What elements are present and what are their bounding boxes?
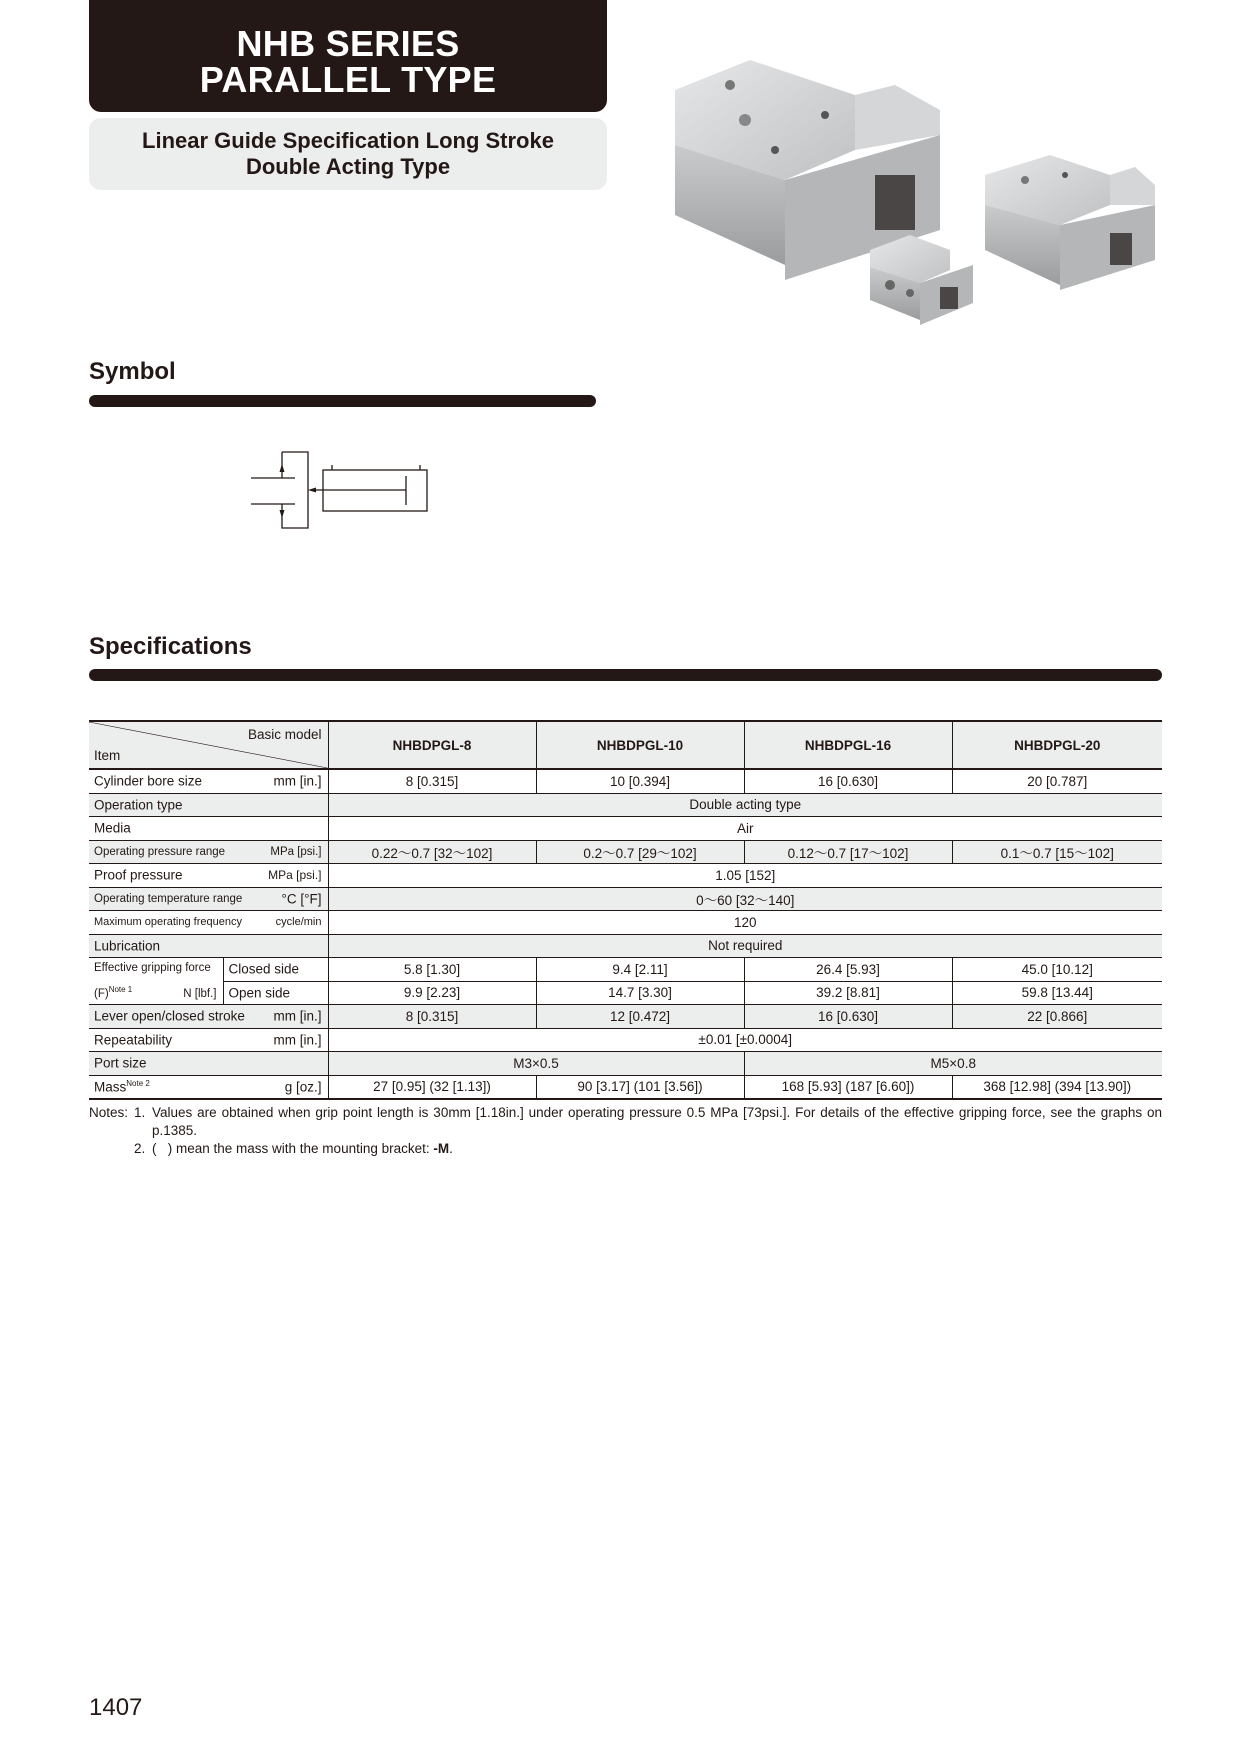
note-option-code: -M (433, 1141, 450, 1156)
table-cell: 1.05 [152] (328, 864, 1162, 888)
row-label-text: Lubrication (94, 938, 161, 954)
table-cell: 14.7 [3.30] (536, 981, 744, 1005)
series-title-line1: NHB SERIES (236, 23, 460, 64)
table-cell: 0.1～0.7 [15～102] (952, 840, 1162, 864)
table-cell: 9.4 [2.11] (536, 958, 744, 982)
model-header: NHBDPGL-10 (536, 721, 744, 769)
note-text-part: . (449, 1141, 453, 1156)
table-cell: 168 [5.93] (187 [6.60]) (744, 1075, 952, 1099)
table-row-operation-type (89, 793, 1162, 817)
specifications-section-divider (89, 669, 1162, 681)
note-number: 1. (134, 1105, 146, 1120)
note-1 (89, 1104, 1162, 1140)
row-unit: cycle/min (275, 916, 322, 929)
table-header-row (89, 721, 1162, 769)
table-cell: 0.2～0.7 [29～102] (536, 840, 744, 864)
note-number: 2. (134, 1141, 146, 1156)
table-cell: 10 [0.394] (536, 769, 744, 793)
table-cell: 8 [0.315] (328, 1005, 536, 1029)
row-label-text: Proof pressure (94, 867, 183, 883)
note-text (152, 1140, 1162, 1158)
symbol-jaw-outline (282, 452, 308, 528)
row-unit: mm [in.] (273, 1008, 322, 1024)
table-cell: 8 [0.315] (328, 769, 536, 793)
row-label (89, 1052, 328, 1076)
item-label: Item (94, 748, 121, 763)
model-header: NHBDPGL-16 (744, 721, 952, 769)
row-unit: MPa [psi.] (268, 868, 322, 883)
row-label-sub (94, 985, 133, 1000)
notes-block (89, 1104, 1162, 1158)
table-row-media (89, 817, 1162, 841)
symbol-down-arrow-icon (280, 510, 285, 518)
row-label-text (94, 1079, 150, 1094)
note-ref: Note 1 (108, 985, 133, 995)
note-2 (89, 1140, 1162, 1158)
table-cell: 59.8 [13.44] (952, 981, 1162, 1005)
row-label-text: Operating temperature range (94, 892, 243, 905)
table-cell: 12 [0.472] (536, 1005, 744, 1029)
table-row-proof-pressure (89, 864, 1162, 888)
row-unit: N [lbf.] (183, 988, 217, 1000)
row-unit: g [oz.] (284, 1079, 322, 1095)
note-text-part: ( ) mean the mass with the mounting bracket: (152, 1141, 434, 1156)
row-label-text: Effective gripping force (94, 962, 211, 974)
row-unit: °C [°F] (281, 891, 322, 907)
table-cell: Double acting type (328, 793, 1162, 817)
subtitle-line1: Linear Guide Specification Long Stroke (142, 128, 554, 153)
row-label (89, 864, 328, 888)
row-label-text: Operating pressure range (94, 845, 226, 858)
row-label-text: Cylinder bore size (94, 773, 203, 789)
table-cell: 90 [3.17] (101 [3.56]) (536, 1075, 744, 1099)
table-row-repeatability (89, 1028, 1162, 1052)
table-cell: 45.0 [10.12] (952, 958, 1162, 982)
table-cell: Not required (328, 934, 1162, 958)
table-row-operating-temperature (89, 887, 1162, 911)
closed-side-text: Closed side (228, 961, 300, 977)
table-cell: 0.12～0.7 [17～102] (744, 840, 952, 864)
table-cell: 368 [12.98] (394 [13.90]) (952, 1075, 1162, 1099)
specifications-table (89, 720, 1162, 1100)
row-label-text: Operation type (94, 797, 183, 813)
note-text: Values are obtained when grip point length is 30mm [1.18in.] under operating pressure 0.5 MPa [73psi.]. For details of the effective gripping force, see the graphs on p.1385. (152, 1105, 1162, 1138)
table-cell: 16 [0.630] (744, 769, 952, 793)
row-label (89, 840, 328, 864)
row-label-gripping-force (89, 958, 223, 1005)
table-cell: 20 [0.787] (952, 769, 1162, 793)
model-header: NHBDPGL-8 (328, 721, 536, 769)
series-title-line2: PARALLEL TYPE (199, 59, 497, 100)
symbol-left-arrow-icon (308, 488, 316, 493)
table-cell: 27 [0.95] (32 [1.13]) (328, 1075, 536, 1099)
model-header: NHBDPGL-20 (952, 721, 1162, 769)
table-row-operating-pressure (89, 840, 1162, 864)
open-side-label (223, 981, 328, 1005)
row-unit: MPa [psi.] (270, 845, 322, 858)
table-cell: 16 [0.630] (744, 1005, 952, 1029)
symbol-section-divider (89, 395, 596, 407)
subtitle-line2: Double Acting Type (245, 154, 451, 179)
row-unit: mm [in.] (273, 1032, 322, 1048)
table-corner-header (89, 721, 328, 769)
table-cell: M5×0.8 (744, 1052, 1162, 1076)
table-row-port-size (89, 1052, 1162, 1076)
subtitle-banner (89, 118, 607, 190)
force-symbol: (F) (94, 988, 109, 1000)
row-label-text: Port size (94, 1055, 147, 1071)
row-label (89, 911, 328, 935)
row-label-text: Media (94, 820, 131, 836)
row-label (89, 934, 328, 958)
gripper-medium (985, 155, 1155, 290)
table-cell: Air (328, 817, 1162, 841)
table-cell: 0.22～0.7 [32～102] (328, 840, 536, 864)
row-unit: mm [in.] (273, 773, 322, 789)
page-number: 1407 (89, 1694, 143, 1721)
table-row-lubrication (89, 934, 1162, 958)
symbol-section-title: Symbol (89, 358, 176, 385)
symbol-up-arrow-icon (280, 464, 285, 472)
table-row-gripping-force-closed (89, 958, 1162, 982)
basic-model-label: Basic model (247, 727, 322, 742)
row-label (89, 1005, 328, 1029)
series-title-banner (89, 0, 607, 112)
open-side-text: Open side (228, 985, 291, 1001)
gripper-small (870, 235, 973, 325)
table-cell: ±0.01 [±0.0004] (328, 1028, 1162, 1052)
table-cell: 9.9 [2.23] (328, 981, 536, 1005)
table-cell: 0～60 [32～140] (328, 887, 1162, 911)
table-row-bore-size (89, 769, 1162, 793)
row-label (89, 793, 328, 817)
double-acting-gripper-symbol (240, 440, 440, 540)
table-cell: 22 [0.866] (952, 1005, 1162, 1029)
row-label (89, 769, 328, 793)
row-label (89, 817, 328, 841)
specifications-section-title: Specifications (89, 633, 252, 660)
table-row-lever-stroke (89, 1005, 1162, 1029)
row-label (89, 1028, 328, 1052)
table-cell: 120 (328, 911, 1162, 935)
row-label (89, 887, 328, 911)
table-cell: M3×0.5 (328, 1052, 744, 1076)
table-row-gripping-force-open (89, 981, 1162, 1005)
product-photo (655, 55, 1170, 335)
notes-lead-spacer (89, 1140, 134, 1158)
row-label-text: Repeatability (94, 1032, 173, 1048)
table-row-mass (89, 1075, 1162, 1099)
table-cell: 5.8 [1.30] (328, 958, 536, 982)
notes-lead: Notes: (89, 1105, 129, 1120)
mass-label: Mass (94, 1079, 127, 1095)
row-label-text: Lever open/closed stroke (94, 1008, 245, 1024)
row-label (89, 1075, 328, 1099)
note-ref: Note 2 (126, 1078, 150, 1088)
table-cell: 26.4 [5.93] (744, 958, 952, 982)
table-row-max-frequency (89, 911, 1162, 935)
row-label-text: Maximum operating frequency (94, 916, 242, 929)
table-cell: 39.2 [8.81] (744, 981, 952, 1005)
closed-side-label (223, 958, 328, 982)
